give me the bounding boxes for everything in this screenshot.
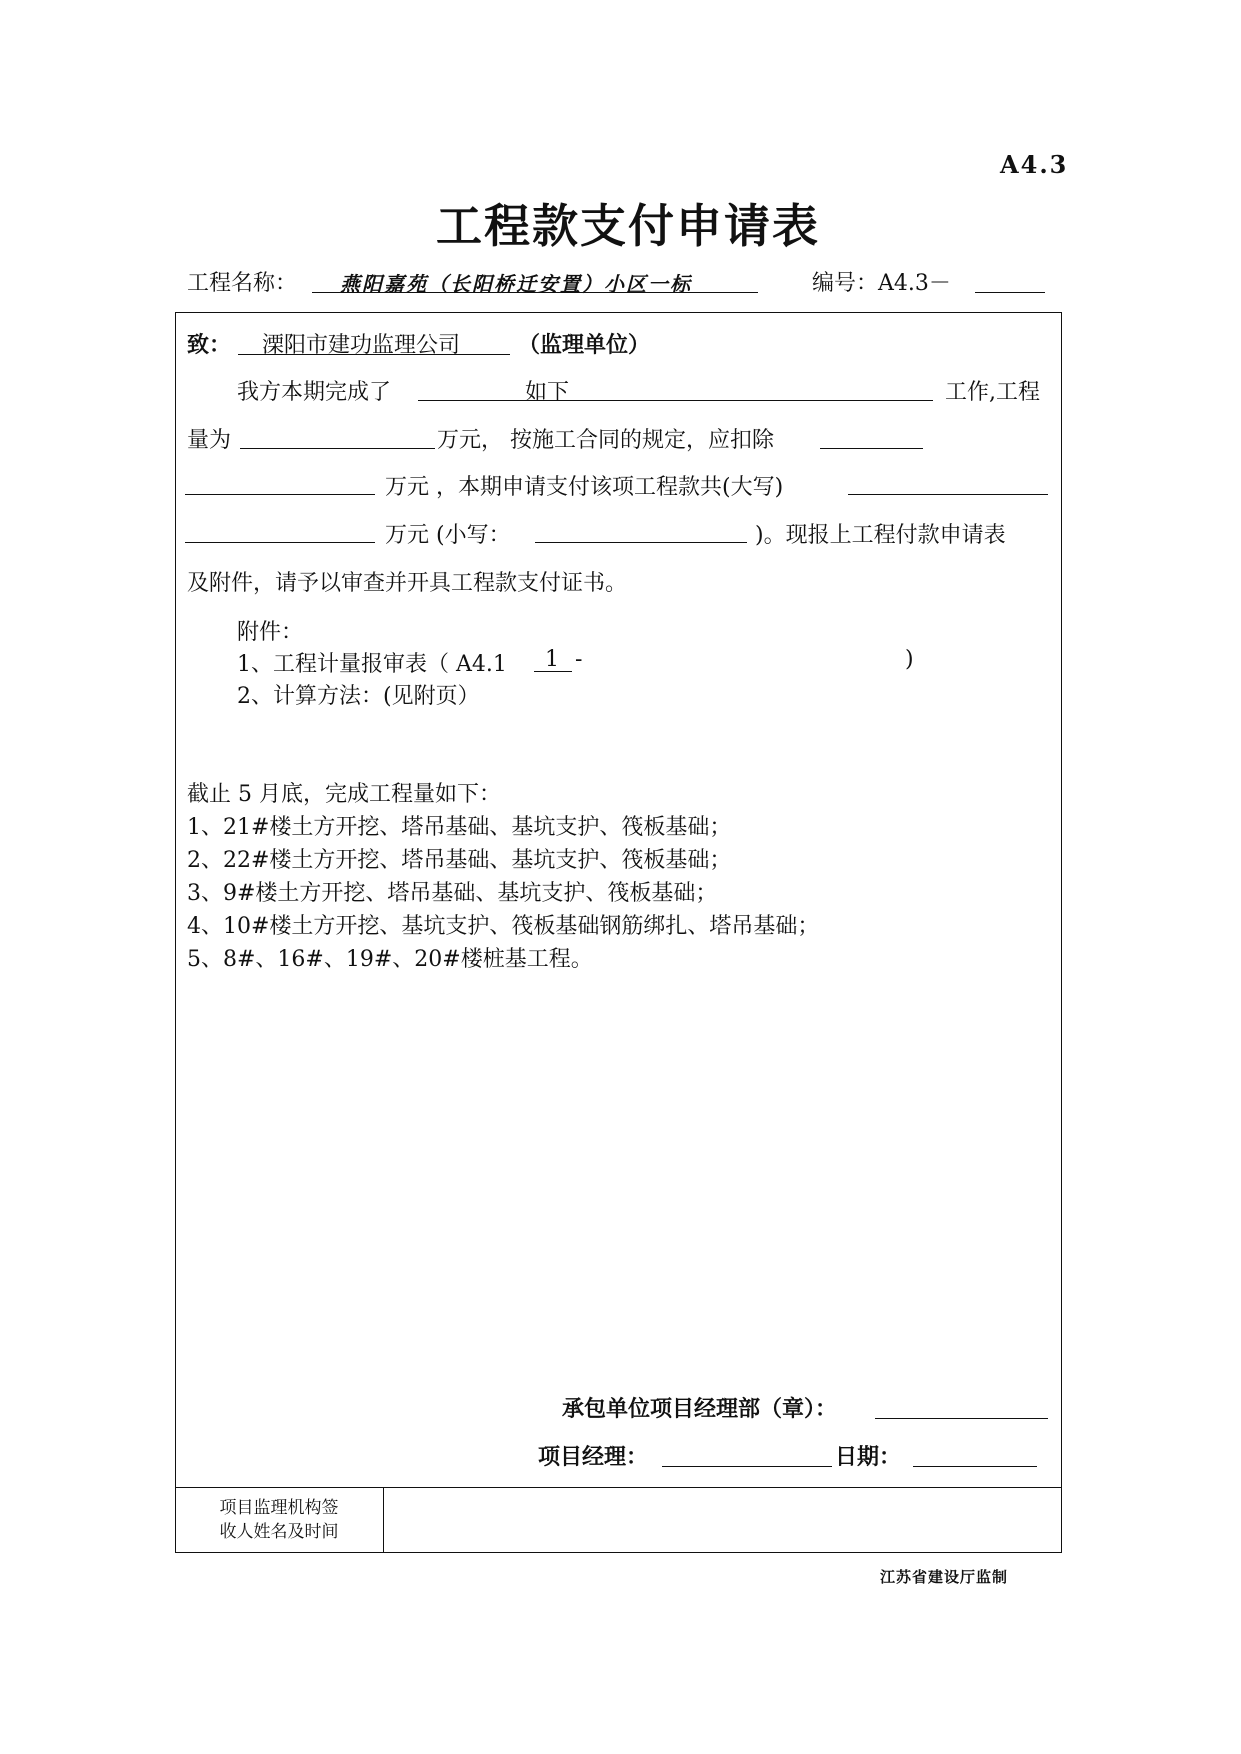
para-line5: 及附件，请予以审查并开具工程款支付证书。 — [187, 571, 628, 596]
contractor-dept-label: 承包单位项目经理部（章）： — [562, 1397, 838, 1422]
work-item: 4、10#楼土方开挖、基坑支护、筏板基础钢筋绑扎、塔吊基础； — [187, 914, 820, 939]
attachment-item1: 1、工程计量报审表（ A4.1 — [237, 652, 507, 677]
project-manager-field[interactable] — [662, 1466, 832, 1467]
deduction-field-a[interactable] — [820, 448, 923, 449]
project-name-label: 工程名称： — [187, 271, 298, 296]
recipient-underline — [238, 354, 510, 355]
para-line2-mid: 万元， 按施工合同的规定，应扣除 — [437, 428, 774, 453]
recipient-suffix: （监理单位） — [518, 333, 651, 358]
supervision-receipt-label — [175, 1488, 384, 1553]
attachment-item2: 2、计算方法：(见附页） — [237, 684, 480, 709]
attachments-label: 附件： — [237, 620, 304, 645]
attachment-item1-dash: - — [575, 647, 583, 672]
deduction-field-b[interactable] — [185, 494, 375, 495]
work-item: 2、22#楼土方开挖、塔吊基础、基坑支护、筏板基础； — [187, 848, 732, 873]
attachment-item1-close: ) — [905, 647, 914, 672]
supervision-receipt-label-line2: 收人姓名及时间 — [219, 1522, 339, 1542]
page-title: 工程款支付申请表 — [436, 199, 820, 253]
amount-uppercase-field[interactable] — [848, 494, 1048, 495]
work-item: 1、21#楼土方开挖、塔吊基础、基坑支护、筏板基础； — [187, 815, 732, 840]
attachment-item1-number: 1 — [545, 647, 559, 672]
supervision-receipt-label-line1: 项目监理机构签 — [219, 1498, 339, 1518]
para-line1-suffix: 工作,工程 — [945, 380, 1040, 405]
work-summary-heading: 截止 5 月底，完成工程量如下： — [187, 782, 501, 807]
number-underline — [975, 292, 1045, 293]
para-line3-mid: 万元 ，本期申请支付该项工程款共(大写) — [385, 475, 784, 500]
work-amount-field[interactable] — [240, 448, 435, 449]
work-item: 3、9#楼土方开挖、塔吊基础、基坑支护、筏板基础； — [187, 881, 718, 906]
attachment-item1-underline[interactable] — [534, 671, 572, 672]
para-line4-suffix: )。现报上工程付款申请表 — [755, 523, 1006, 548]
supervision-receipt-row — [175, 1487, 1062, 1553]
amount-lowercase-field[interactable] — [535, 542, 747, 543]
contractor-seal-field[interactable] — [875, 1418, 1048, 1419]
form-code: A4.3 — [1000, 150, 1069, 179]
para-line4-mid: 万元 (小写： — [385, 523, 511, 548]
project-name-underline — [312, 292, 758, 293]
recipient-name: 溧阳市建功监理公司 — [262, 333, 461, 358]
to-label: 致： — [187, 333, 232, 358]
completed-work-field[interactable] — [418, 400, 933, 401]
date-label: 日期： — [835, 1445, 902, 1470]
para-line2-prefix: 量为 — [187, 428, 232, 453]
project-name-value: 燕阳嘉苑（长阳桥迁安置）小区一标 — [340, 272, 692, 296]
amount-uppercase-field-b[interactable] — [185, 542, 375, 543]
project-manager-label: 项目经理： — [538, 1445, 649, 1470]
date-field[interactable] — [913, 1466, 1037, 1467]
work-item: 5、8#、16#、19#、20#楼桩基工程。 — [187, 947, 593, 972]
completed-work-value: 如下 — [525, 380, 570, 405]
number-label: 编号：A4.3－ — [812, 271, 951, 296]
issuer-footnote: 江苏省建设厅监制 — [880, 1568, 1009, 1586]
para-line1-prefix: 我方本期完成了 — [237, 380, 392, 405]
